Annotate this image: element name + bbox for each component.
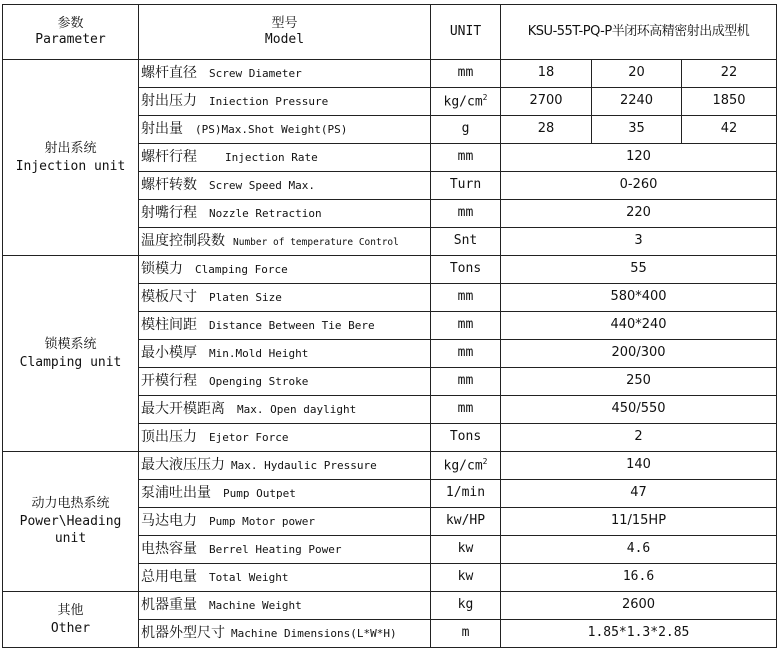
- parameter-header-en: Parameter: [35, 32, 106, 47]
- value-cell: 28: [501, 116, 592, 144]
- value-cell: 250: [501, 368, 777, 396]
- unit-text: kg/cm: [443, 94, 483, 110]
- param-en: Total Weight: [209, 570, 289, 584]
- value-cell: 3: [501, 228, 777, 256]
- param-cn: 射嘴行程: [141, 204, 197, 221]
- param-cell: [139, 312, 431, 340]
- value-cell: 220: [501, 200, 777, 228]
- param-cn: 螺杆转数: [141, 176, 197, 193]
- model-header: [139, 5, 431, 60]
- value-cell: 2600: [501, 592, 777, 620]
- value-cell: 11/15HP: [501, 508, 777, 536]
- value-cell: 16.6: [501, 564, 777, 592]
- table-row: [3, 592, 777, 620]
- unit-cell: kw/HP: [431, 508, 501, 536]
- param-cell: [139, 172, 431, 200]
- category-clamping: [3, 256, 139, 452]
- unit-cell: mm: [431, 200, 501, 228]
- unit-cell: mm: [431, 60, 501, 88]
- table-row: [3, 256, 777, 284]
- unit-cell: kw: [431, 564, 501, 592]
- value-cell: 47: [501, 480, 777, 508]
- category-cn: 其他: [57, 602, 84, 618]
- unit-cell: mm: [431, 368, 501, 396]
- value-cell: 55: [501, 256, 777, 284]
- category-en: Injection unit: [15, 158, 126, 174]
- param-cn: 马达电力: [141, 512, 197, 529]
- param-cell: [139, 284, 431, 312]
- param-en: Min.Mold Height: [209, 346, 309, 360]
- value-cell: 2700: [501, 88, 592, 116]
- param-en: Platen Size: [209, 290, 282, 304]
- param-cn: 射出量: [141, 120, 183, 137]
- unit-cell: Tons: [431, 256, 501, 284]
- unit-cell: Tons: [431, 424, 501, 452]
- param-en: Machine Dimensions(L*W*H): [231, 626, 397, 640]
- param-cn: 最大开模距离: [141, 400, 225, 417]
- value-cell: 42: [682, 116, 777, 144]
- category-cn: 射出系统: [44, 140, 97, 156]
- param-en: Iniection Pressure: [209, 94, 329, 108]
- unit-cell: m: [431, 620, 501, 648]
- table-row: [3, 60, 777, 88]
- category-cn: 动力电热系统: [31, 496, 110, 512]
- model-name: KSU-55T-PQ-P半闭环高精密射出成型机: [501, 5, 777, 60]
- param-cn: 最小模厚: [141, 344, 197, 361]
- value-cell: 0-260: [501, 172, 777, 200]
- param-cn: 总用电量: [141, 568, 197, 585]
- unit-cell: g: [431, 116, 501, 144]
- param-cn: 模柱间距: [141, 316, 197, 333]
- parameter-header: [3, 5, 139, 60]
- param-en: Pump Motor power: [209, 514, 315, 528]
- param-en: Injection Rate: [225, 150, 318, 164]
- param-cn: 螺杆直径: [141, 64, 197, 81]
- param-cell: [139, 564, 431, 592]
- unit-superscript: 2: [482, 92, 488, 102]
- param-cn: 射出压力: [141, 92, 197, 109]
- value-cell: 35: [592, 116, 682, 144]
- param-cell: [139, 452, 431, 480]
- param-cell: [139, 60, 431, 88]
- unit-superscript: 2: [482, 456, 488, 466]
- param-cell: [139, 620, 431, 648]
- param-cn: 开模行程: [141, 372, 197, 389]
- category-en: Other: [50, 620, 91, 636]
- param-cn: 泵浦吐出量: [141, 484, 211, 501]
- unit-cell: [431, 88, 501, 116]
- category-en-line2: unit: [54, 531, 87, 547]
- param-cell: [139, 144, 431, 172]
- value-cell: 4.6: [501, 536, 777, 564]
- category-cn: 锁模系统: [44, 336, 97, 352]
- category-injection: [3, 60, 139, 256]
- unit-cell: kw: [431, 536, 501, 564]
- unit-cell: Snt: [431, 228, 501, 256]
- unit-cell: mm: [431, 396, 501, 424]
- param-en: Distance Between Tie Bere: [209, 318, 375, 332]
- param-cell: [139, 536, 431, 564]
- param-en: Machine Weight: [209, 598, 302, 612]
- param-cn: 电热容量: [141, 540, 197, 557]
- value-cell: 1.85*1.3*2.85: [501, 620, 777, 648]
- value-cell: 2: [501, 424, 777, 452]
- param-en: Screw Diameter: [209, 66, 302, 80]
- value-cell: 580*400: [501, 284, 777, 312]
- param-en: Clamping Force: [195, 262, 288, 276]
- param-cell: [139, 228, 431, 256]
- unit-cell: mm: [431, 340, 501, 368]
- category-other: [3, 592, 139, 648]
- unit-cell: mm: [431, 284, 501, 312]
- param-en: Max. Hydaulic Pressure: [231, 458, 377, 472]
- value-cell: 20: [592, 60, 682, 88]
- value-cell: 2240: [592, 88, 682, 116]
- param-cn: 锁模力: [141, 260, 183, 277]
- parameter-header-cn: 参数: [57, 15, 84, 31]
- value-cell: 22: [682, 60, 777, 88]
- category-en-line1: Power\Heading: [19, 513, 122, 529]
- category-en: Clamping unit: [19, 354, 122, 370]
- value-cell: 450/550: [501, 396, 777, 424]
- value-cell: 140: [501, 452, 777, 480]
- unit-cell: Turn: [431, 172, 501, 200]
- model-header-en: Model: [264, 32, 305, 47]
- param-en: Berrel Heating Power: [209, 542, 342, 556]
- param-cell: [139, 508, 431, 536]
- unit-cell: mm: [431, 144, 501, 172]
- param-cn: 温度控制段数: [141, 232, 225, 249]
- param-cn: 机器外型尺寸: [141, 624, 225, 641]
- param-en: Pump Outpet: [223, 486, 296, 500]
- param-en: Number of temperature Control: [233, 236, 399, 248]
- param-en: Ejetor Force: [209, 430, 289, 444]
- value-cell: 200/300: [501, 340, 777, 368]
- param-cell: [139, 88, 431, 116]
- param-cell: [139, 424, 431, 452]
- model-header-cn: 型号: [271, 15, 298, 31]
- header-row: [3, 5, 777, 60]
- param-cell: [139, 368, 431, 396]
- unit-cell: [431, 452, 501, 480]
- param-cn: 机器重量: [141, 596, 197, 613]
- param-en: Openging Stroke: [209, 374, 309, 388]
- table-row: [3, 452, 777, 480]
- param-cell: [139, 340, 431, 368]
- param-cell: [139, 200, 431, 228]
- param-cn: 螺杆行程: [141, 148, 197, 165]
- param-en: Nozzle Retraction: [209, 206, 322, 220]
- spec-table: [2, 4, 777, 648]
- value-cell: 18: [501, 60, 592, 88]
- category-power: [3, 452, 139, 592]
- param-cell: [139, 396, 431, 424]
- param-cn: 最大液压压力: [141, 456, 225, 473]
- unit-cell: mm: [431, 312, 501, 340]
- unit-header: UNIT: [431, 5, 501, 60]
- param-en: (PS)Max.Shot Weight(PS): [195, 122, 348, 136]
- param-cell: [139, 256, 431, 284]
- value-cell: 440*240: [501, 312, 777, 340]
- param-en: Screw Speed Max.: [209, 178, 315, 192]
- unit-text: kg/cm: [443, 458, 483, 474]
- param-cell: [139, 592, 431, 620]
- param-cell: [139, 116, 431, 144]
- param-en: Max. Open daylight: [237, 402, 357, 416]
- param-cell: [139, 480, 431, 508]
- unit-cell: 1/min: [431, 480, 501, 508]
- value-cell: 1850: [682, 88, 777, 116]
- value-cell: 120: [501, 144, 777, 172]
- param-cn: 模板尺寸: [141, 288, 197, 305]
- param-cn: 顶出压力: [141, 428, 197, 445]
- unit-cell: kg: [431, 592, 501, 620]
